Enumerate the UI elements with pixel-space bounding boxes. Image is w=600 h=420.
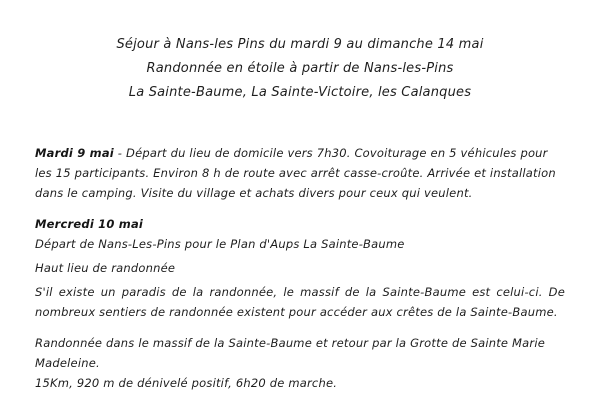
day2-subheading-block bbox=[35, 258, 565, 278]
day1-text: Départ du lieu de domicile vers 7h30. Covoiturage en 5 véhicules pour les 15 participants. Environ 8 h de route avec arrêt casse-croûte. Arrivée et installation dans le camping. Visite du village et achats divers pour ceux qui veulent. bbox=[35, 146, 556, 200]
document-title bbox=[35, 33, 565, 105]
day2-itinerary-block bbox=[35, 333, 565, 393]
day2-heading-block bbox=[35, 214, 565, 254]
title-line-1: Séjour à Nans-les Pins du mardi 9 au dimanche 14 mai bbox=[116, 37, 484, 52]
day1-heading: Mardi 9 mai bbox=[35, 146, 114, 160]
day2-heading: Mercredi 10 mai bbox=[35, 217, 144, 231]
day2-subheading: Haut lieu de randonnée bbox=[35, 261, 176, 275]
title-line-3: La Sainte-Baume, La Sainte-Victoire, les Calanques bbox=[128, 85, 472, 100]
paragraph-day1 bbox=[35, 143, 565, 203]
day2-departure: Départ de Nans-Les-Pins pour le Plan d'Aups La Sainte-Baume bbox=[35, 237, 405, 251]
day1-separator: - bbox=[113, 146, 127, 160]
day2-stats: 15Km, 920 m de dénivelé positif, 6h20 de marche. bbox=[35, 376, 338, 390]
document-body bbox=[35, 143, 565, 393]
day2-description: S'il existe un paradis de la randonnée, le massif de la Sainte-Baume est celui-ci. De nombreux sentiers de randonnée existent pour accéder aux crêtes de la Sainte-Baume. bbox=[35, 285, 565, 319]
title-line-2: Randonnée en étoile à partir de Nans-les-Pins bbox=[146, 61, 454, 76]
day2-itinerary: Randonnée dans le massif de la Sainte-Baume et retour par la Grotte de Sainte Marie Madeleine. bbox=[35, 336, 546, 370]
